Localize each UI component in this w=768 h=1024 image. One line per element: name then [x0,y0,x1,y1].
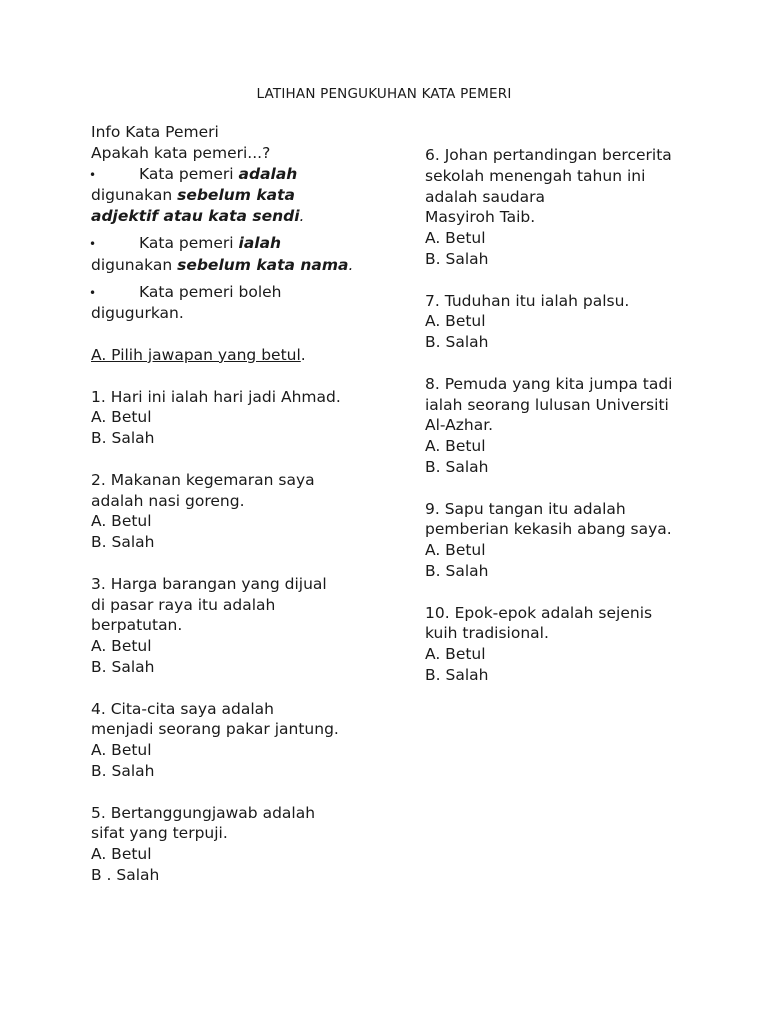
question-1 [91,387,401,449]
bullet-1-period: . [299,207,305,226]
bullet-1-emphasis: sebelum kata [177,186,295,205]
question-text: 9. Sapu tangan itu adalah [425,499,626,518]
option-b[interactable]: B. Salah [425,665,489,684]
question-text: kuih tradisional. [425,624,549,643]
option-b[interactable]: B. Salah [91,429,155,448]
option-b[interactable]: B. Salah [425,561,489,580]
bullet-2-period: . [348,255,354,274]
question-2 [91,470,401,553]
bullet-1-text-a: Kata pemeri [139,164,239,183]
question-text: 4. Cita-cita saya adalah [91,699,274,718]
question-8 [425,374,745,478]
question-text: sekolah menengah tahun ini [425,166,646,185]
bullet-1-emphasis-2: adjektif atau kata sendi [91,207,300,226]
left-column [91,122,401,886]
question-text: pemberian kekasih abang saya. [425,520,672,539]
option-a[interactable]: A. Betul [91,637,152,656]
bullet-2-keyword: ialah [238,233,282,252]
option-a[interactable]: A. Betul [425,437,486,456]
question-10 [425,603,745,686]
question-text: adalah saudara [425,187,545,206]
bullet-1-text-b: digunakan [91,186,178,205]
bullet-2-emphasis: sebelum kata nama [177,255,349,274]
option-a[interactable]: A. Betul [425,645,486,664]
option-a[interactable]: A. Betul [91,512,152,531]
question-text: 1. Hari ini ialah hari jadi Ahmad. [91,387,341,406]
info-bullet-2: • Kata pemeri ialah digunakan sebelum kata nama. [89,233,354,274]
right-column [425,145,745,686]
question-text: 3. Harga barangan yang dijual [91,574,327,593]
question-text: sifat yang terpuji. [91,824,228,843]
question-text: 2. Makanan kegemaran saya [91,470,315,489]
question-text: adalah nasi goreng. [91,491,245,510]
info-question: Apakah kata pemeri...? [91,143,271,162]
info-bullet-1: • Kata pemeri adalah digunakan sebelum kata adjektif atau kata sendi. [89,164,305,226]
option-b[interactable]: B. Salah [425,249,489,268]
option-b[interactable]: B. Salah [91,761,155,780]
option-a[interactable]: A. Betul [91,741,152,760]
question-7 [425,291,745,353]
option-b[interactable]: B. Salah [425,333,489,352]
option-a[interactable]: A. Betul [91,845,152,864]
bullet-3-text-a: Kata pemeri boleh [139,282,282,301]
question-3 [91,574,401,678]
question-text: ialah seorang lulusan Universiti [425,395,669,414]
question-text: menjadi seorang pakar jantung. [91,720,339,739]
bullet-2-text-b: digunakan [91,255,178,274]
question-text: berpatutan. [91,616,183,635]
bullet-3-text-b: digugurkan. [91,304,184,323]
question-6 [425,145,745,270]
question-text: di pasar raya itu adalah [91,595,276,614]
info-bullet-3: • Kata pemeri boleh digugurkan. [91,282,401,325]
question-text: 7. Tuduhan itu ialah palsu. [425,291,630,310]
option-a[interactable]: A. Betul [425,229,486,248]
info-heading: Info Kata Pemeri [91,123,219,141]
question-5 [91,803,401,886]
question-text: Masyiroh Taib. [425,208,536,227]
option-a[interactable]: A. Betul [425,541,486,560]
bullet-1-keyword: adalah [238,164,298,183]
section-a-heading: A. Pilih jawapan yang betul [91,345,301,364]
question-9 [425,499,745,582]
option-b[interactable]: B. Salah [91,533,155,552]
bullet-2-text-a: Kata pemeri [139,233,239,252]
section-a-period: . [300,345,306,364]
question-text: Al-Azhar. [425,416,494,435]
worksheet-title: LATIHAN PENGUKUHAN KATA PEMERI [256,86,512,102]
question-4 [91,699,401,782]
option-b[interactable]: B. Salah [91,657,155,676]
question-text: 8. Pemuda yang kita jumpa tadi [425,374,673,393]
question-text: 6. Johan pertandingan bercerita [425,146,672,164]
question-text: 10. Epok-epok adalah sejenis [425,603,653,622]
option-a[interactable]: A. Betul [425,312,486,331]
option-a[interactable]: A. Betul [91,408,152,427]
option-b[interactable]: B . Salah [91,865,160,884]
option-b[interactable]: B. Salah [425,457,489,476]
question-text: 5. Bertanggungjawab adalah [91,803,316,822]
